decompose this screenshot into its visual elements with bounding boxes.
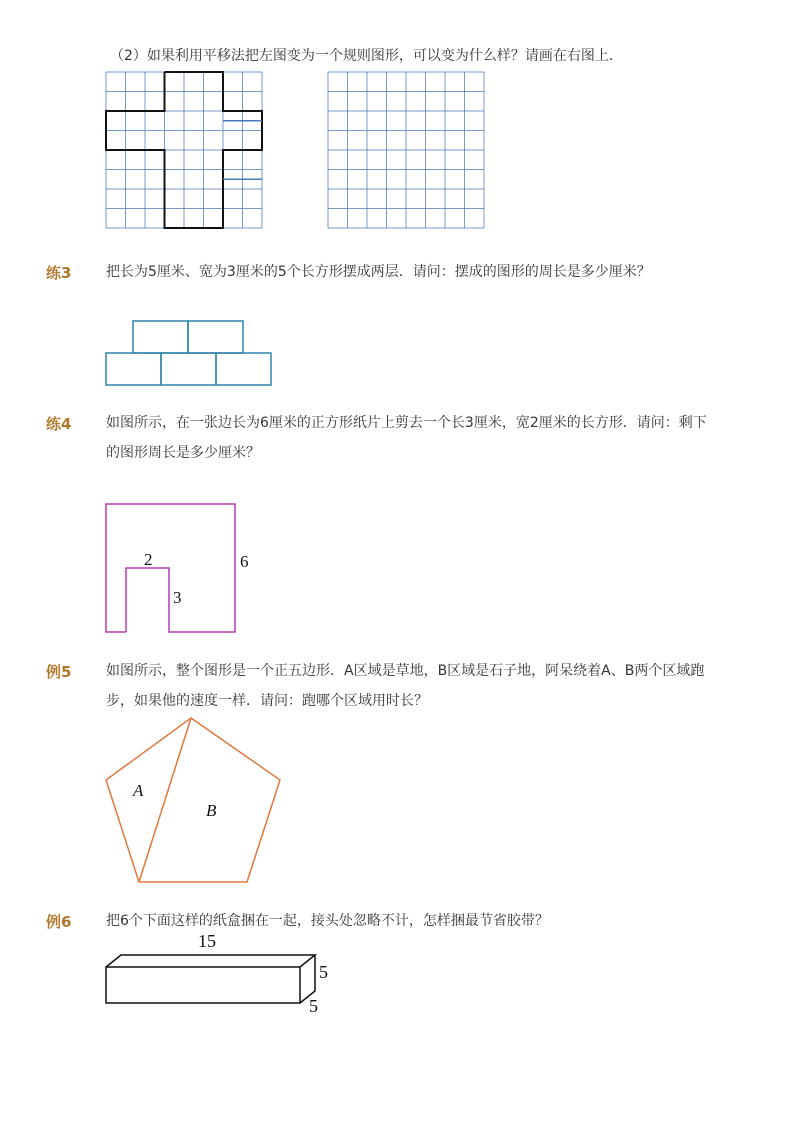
brick-top-2 [188,321,243,353]
li6-text: 把6个下面这样的纸盒捆在一起，接头处忽略不计，怎样捆最节省胶带？ [106,913,549,929]
left-cross-grid [106,72,262,228]
lian3-text: 把长为5厘米、宽为3厘米的5个长方形摆成两层．请问：摆成的图形的周长是多少厘米？ [106,264,651,280]
li5-text-line2: 步，如果他的速度一样．请问：跑哪个区域用时长？ [106,693,428,709]
li6-tag: 例6 [46,913,72,931]
label-15: 15 [198,931,216,951]
label-3: 3 [173,588,182,607]
box-top [106,955,315,967]
question-2-text: （2）如果利用平移法把左图变为一个规则图形，可以变为什么样？请画在右图上． [110,48,623,64]
lian4-tag: 练4 [46,415,72,433]
label-a: A [133,781,144,800]
cut-square-figure [106,504,235,632]
lian4-text-line2: 的图形周长是多少厘米？ [106,445,260,461]
label-5-depth: 5 [309,996,318,1016]
box-front [106,967,300,1003]
pentagon-divider [139,718,191,882]
label-5-height: 5 [319,962,328,982]
right-empty-grid [328,72,484,228]
li5-text-line1: 如图所示，整个图形是一个正五边形．A区域是草地，B区域是石子地，阿呆绕着A、B两个区域跑 [106,663,705,679]
box-figure [106,955,315,1003]
brick-top-1 [133,321,188,353]
bricks-figure [106,321,271,385]
brick-bottom-2 [161,353,216,385]
label-2: 2 [144,550,153,569]
lian4-text-line1: 如图所示，在一张边长为6厘米的正方形纸片上剪去一个长3厘米，宽2厘米的长方形．请问：剩下 [106,415,707,431]
brick-bottom-1 [106,353,161,385]
lian3-tag: 练3 [46,264,72,282]
brick-bottom-3 [216,353,271,385]
li5-tag: 例5 [46,663,72,681]
label-6: 6 [240,552,249,571]
label-b: B [206,801,217,820]
